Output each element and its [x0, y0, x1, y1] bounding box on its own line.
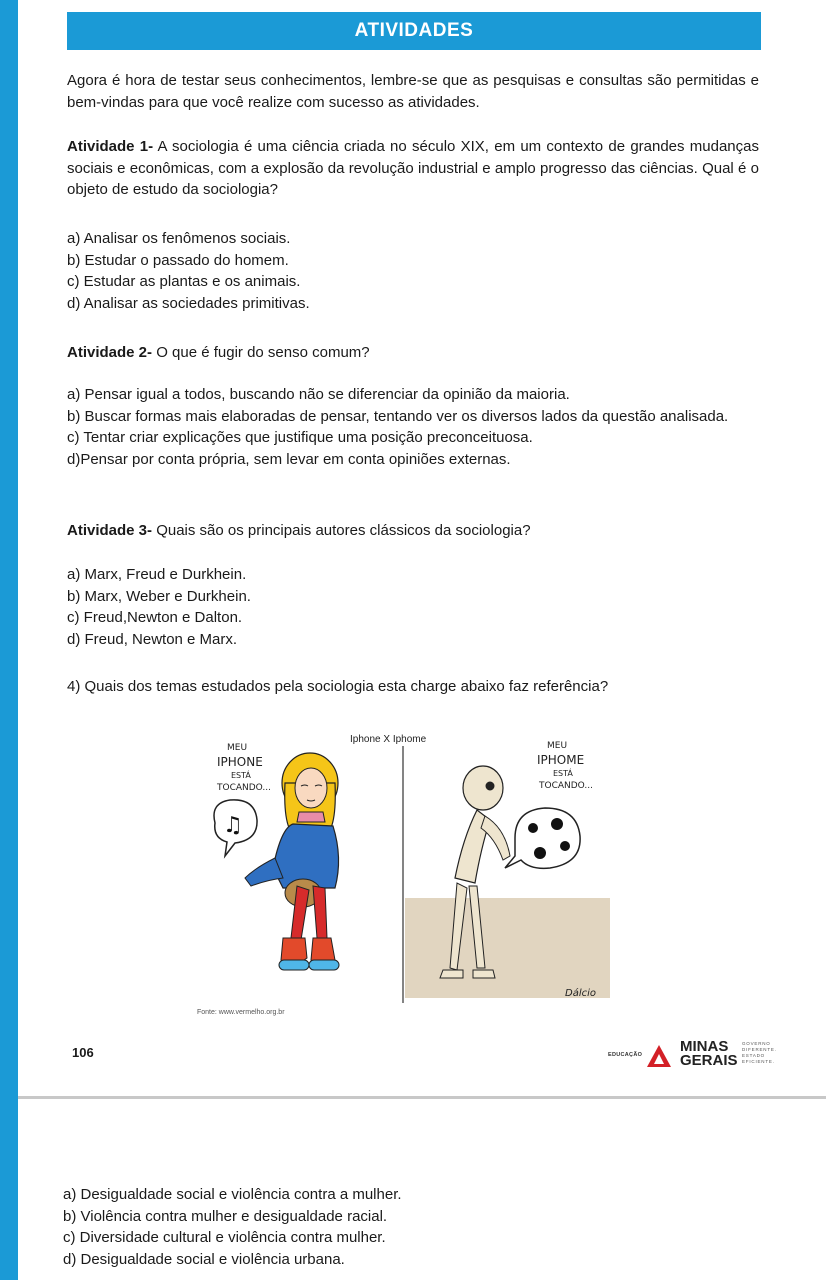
right-speech-line: TOCANDO...: [539, 781, 593, 791]
option-1c: c) Estudar as plantas e os animais.: [67, 273, 301, 290]
question-4-options: [63, 1184, 755, 1270]
cartoon-source: Fonte: www.vermelho.org.br: [197, 1009, 285, 1016]
page-divider: [18, 1096, 826, 1099]
tagline-line: DIFERENTE.: [742, 1047, 777, 1052]
option-1b: b) Estudar o passado do homem.: [67, 251, 289, 269]
cartoon-illustration: [185, 728, 625, 1018]
question-1-label: Atividade 1-: [67, 138, 154, 155]
question-2-options: [67, 384, 759, 470]
triangle-logo-icon: [646, 1044, 672, 1068]
music-note-icon: ♫: [223, 813, 243, 838]
option-2b: b) Buscar formas mais elaboradas de pensar, tentando ver os diversos lados da questão analisada.: [67, 407, 729, 425]
left-speech-line: MEU: [227, 743, 248, 753]
right-speech-text: [537, 741, 593, 791]
option-1d: d) Analisar as sociedades primitivas.: [67, 294, 310, 312]
option-2d: d)Pensar por conta própria, sem levar em conta opiniões externas.: [67, 450, 511, 468]
question-1-text: A sociologia é uma ciência criada no século XIX, em um contexto de grandes mudanças sociais e econômicas, com a explosão da revolução industrial e amplo progresso das ciências. Qual é o objeto de estudo da sociologia?: [67, 138, 759, 198]
tagline-line: GOVERNO: [742, 1041, 771, 1046]
page-title: ATIVIDADES: [67, 12, 761, 50]
option-2c: c) Tentar criar explicações que justifique uma posição preconceituosa.: [67, 429, 533, 446]
option-4c: c) Diversidade cultural e violência contra mulher.: [63, 1229, 386, 1246]
music-note-bubble: [214, 800, 257, 856]
option-4d: d) Desigualdade social e violência urbana.: [63, 1250, 345, 1268]
option-3d: d) Freud, Newton e Marx.: [67, 630, 238, 648]
cartoon-title: Iphone X Iphome: [350, 734, 427, 745]
page-number: 106: [72, 1045, 94, 1060]
option-2a: a) Pensar igual a todos, buscando não se diferenciar da opinião da maioria.: [67, 386, 570, 403]
question-1-options: [67, 228, 759, 314]
left-speech-line: IPHONE: [217, 755, 263, 769]
left-speech-line: TOCANDO...: [217, 783, 271, 793]
logo-gerais: GERAIS: [680, 1052, 738, 1069]
option-3c: c) Freud,Newton e Dalton.: [67, 609, 243, 626]
question-1: [67, 136, 759, 201]
logo-minas: MINAS: [680, 1038, 729, 1055]
question-3-options: [67, 564, 759, 650]
iphome-bubble: [505, 808, 580, 868]
question-2: [67, 342, 759, 364]
question-4: 4) Quais dos temas estudados pela sociologia esta charge abaixo faz referência?: [67, 678, 609, 695]
option-4a: a) Desigualdade social e violência contra a mulher.: [63, 1186, 402, 1203]
question-3-label: Atividade 3-: [67, 522, 153, 539]
option-3a: a) Marx, Freud e Durkhein.: [67, 566, 247, 583]
left-speech-line: ESTÁ: [231, 771, 251, 780]
logo-tagline: [742, 1041, 777, 1065]
education-label: EDUCAÇÃO: [608, 1052, 643, 1058]
question-3: [67, 520, 759, 542]
question-2-text: O que é fugir do senso comum?: [152, 344, 370, 361]
minas-gerais-logo: [608, 1040, 798, 1074]
tagline-line: ESTADO: [742, 1053, 765, 1058]
right-speech-line: IPHOME: [537, 753, 585, 767]
right-speech-line: ESTÁ: [553, 769, 573, 778]
artist-signature: Dálcio: [565, 988, 597, 999]
option-1a: a) Analisar os fenômenos sociais.: [67, 230, 291, 247]
left-speech-text: [216, 743, 271, 793]
question-3-text: Quais são os principais autores clássicos da sociologia?: [152, 522, 531, 539]
intro-paragraph: Agora é hora de testar seus conhecimentos, lembre-se que as pesquisas e consultas são permitidas e bem-vindas para que você realize com sucesso as atividades.: [67, 72, 759, 111]
dry-ground: [405, 898, 610, 998]
question-2-label: Atividade 2-: [67, 344, 153, 361]
option-3b: b) Marx, Weber e Durkhein.: [67, 587, 251, 605]
right-speech-line: MEU: [547, 741, 568, 751]
left-accent-bar: [0, 0, 18, 1280]
option-4b: b) Violência contra mulher e desigualdade racial.: [63, 1207, 388, 1225]
tagline-line: EFICIENTE.: [742, 1059, 775, 1064]
